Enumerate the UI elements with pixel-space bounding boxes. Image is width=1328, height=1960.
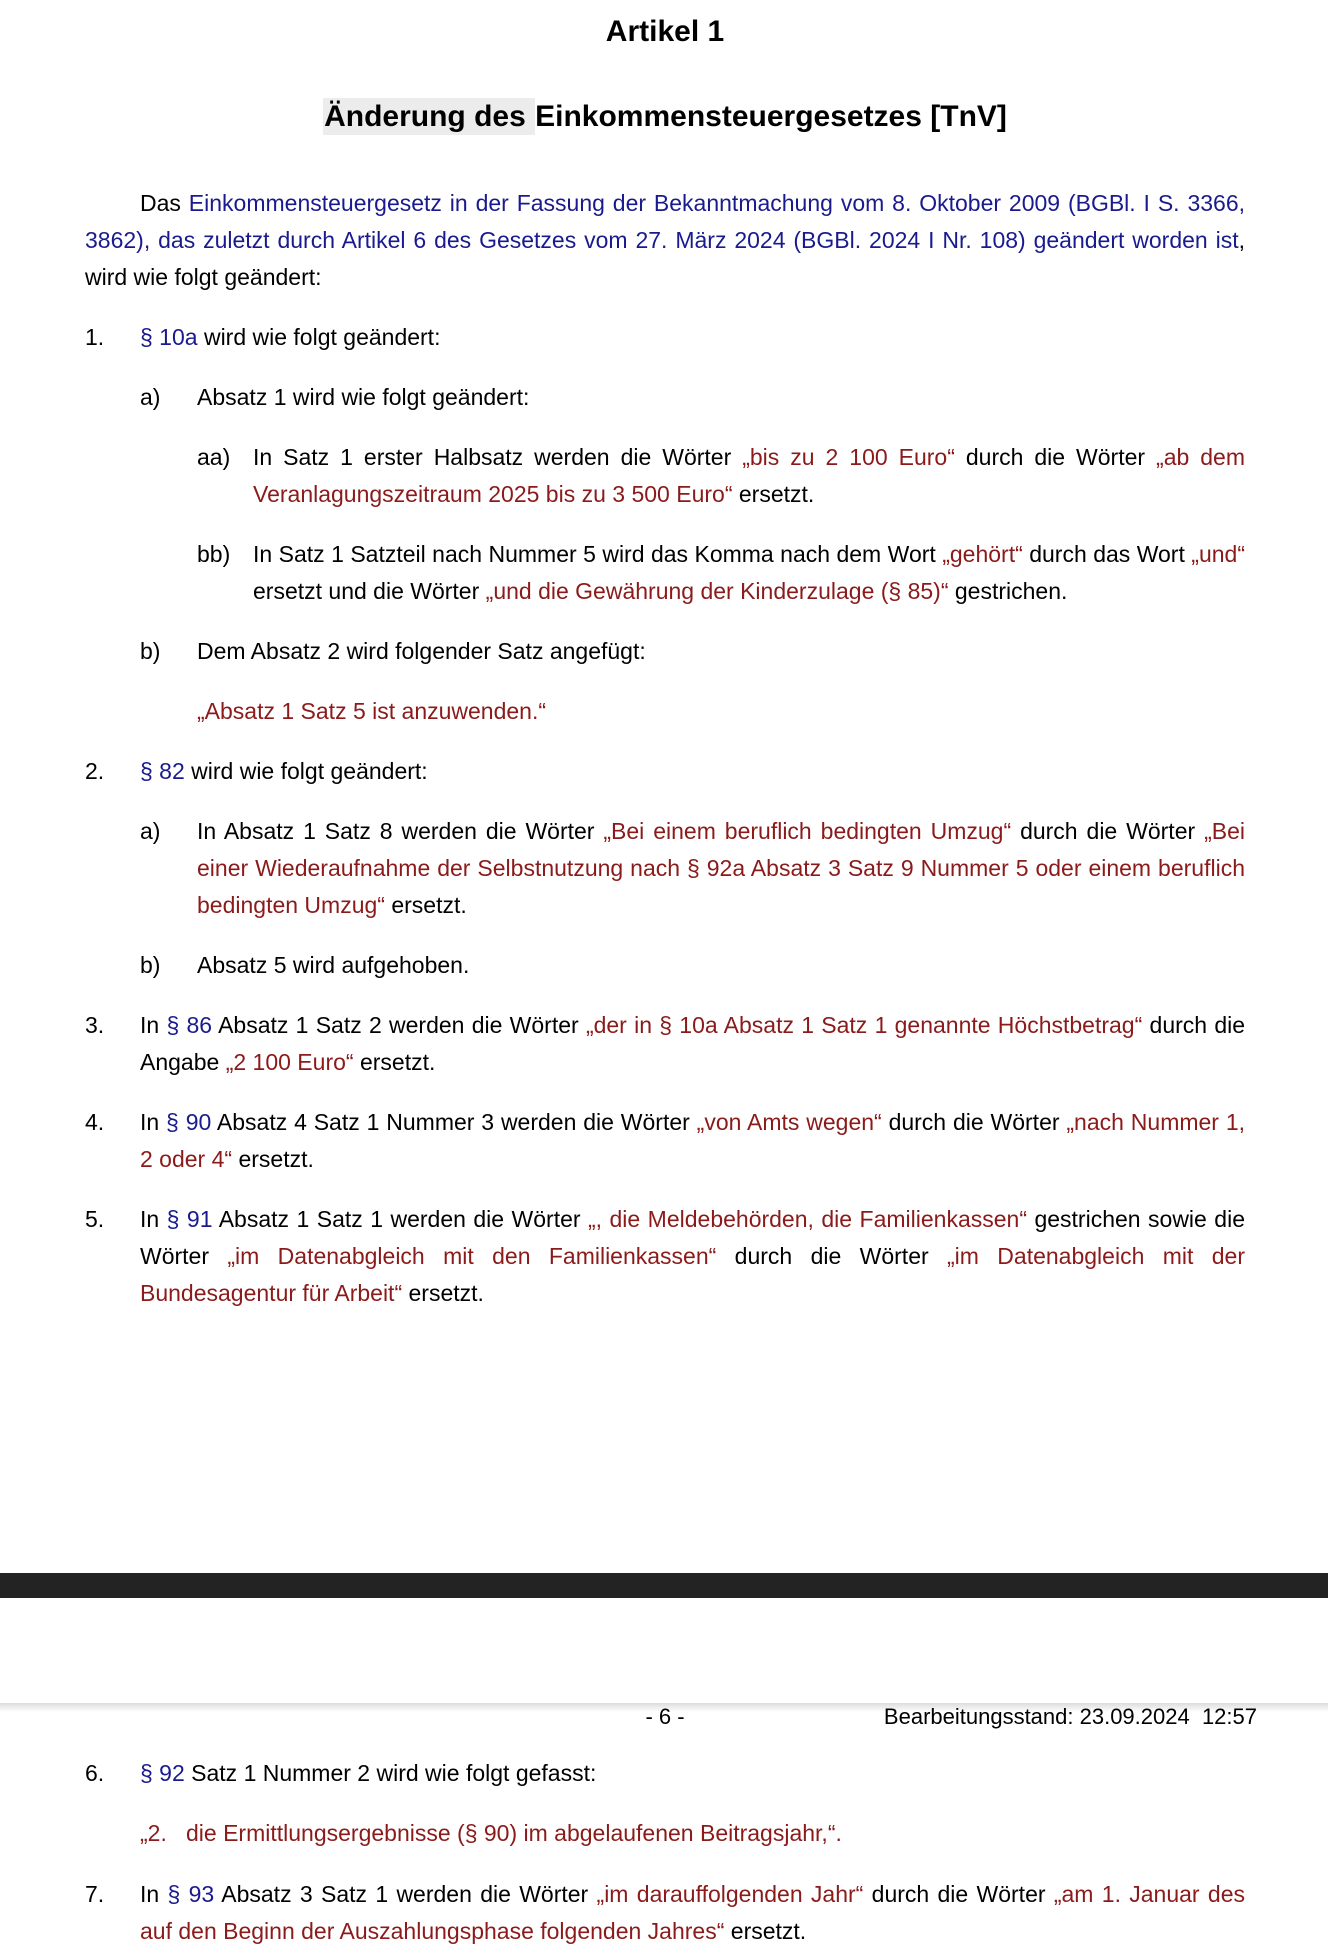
list-item-1b-number: b) xyxy=(140,638,161,664)
list-item-3 xyxy=(85,1007,1245,1081)
list-item-1a-text: Absatz 1 wird wie folgt geändert: xyxy=(197,384,530,410)
list-item-2b-number: b) xyxy=(140,952,161,978)
list-item-2 xyxy=(85,753,1245,790)
list-item-1-number: 1. xyxy=(85,324,105,350)
list-item-2b xyxy=(140,947,1245,984)
list-item-5 xyxy=(85,1201,1245,1312)
list-item-2-text: § 82 wird wie folgt geändert: xyxy=(140,758,428,784)
list-item-2-number: 2. xyxy=(85,758,105,784)
list-item-4-text: In § 90 Absatz 4 Satz 1 Nummer 3 werden die Wörter „von Amts wegen“ durch die Wörter „nach Nummer 1, 2 oder 4“ ersetzt. xyxy=(140,1109,1246,1172)
list-item-6-text: § 92 Satz 1 Nummer 2 wird wie folgt gefasst: xyxy=(140,1760,597,1786)
quote-6: „2. die Ermittlungsergebnisse (§ 90) im abgelaufenen Beitragsjahr,“. xyxy=(140,1820,842,1846)
list-item-5-number: 5. xyxy=(85,1206,105,1232)
page-6 xyxy=(0,1703,1328,1960)
list-item-6-number: 6. xyxy=(85,1760,105,1786)
list-item-4 xyxy=(85,1104,1245,1178)
list-item-4-number: 4. xyxy=(85,1109,105,1135)
quote-1b: „Absatz 1 Satz 5 ist anzuwenden.“ xyxy=(197,698,547,724)
revision-status: Bearbeitungsstand: 23.09.2024 12:57 xyxy=(883,1704,1257,1729)
page-break-bar xyxy=(0,1573,1328,1598)
list-item-1-text: § 10a wird wie folgt geändert: xyxy=(140,324,441,350)
article-heading: Artikel 1 xyxy=(605,15,725,48)
list-item-1a-aa-text: In Satz 1 erster Halbsatz werden die Wörter „bis zu 2 100 Euro“ durch die Wörter „ab dem Veranlagungszeitraum 2025 bis zu 3 500 Euro“ ersetzt. xyxy=(253,444,1245,507)
list-item-2b-text: Absatz 5 wird aufgehoben. xyxy=(197,952,470,978)
list-item-7-text: In § 93 Absatz 3 Satz 1 werden die Wörter „im darauffolgenden Jahr“ durch die Wörter „am 1. Januar des auf den Beginn der Auszahlungsphase folgenden Jahres“ ersetzt. xyxy=(140,1881,1245,1944)
list-item-3-text: In § 86 Absatz 1 Satz 2 werden die Wörter „der in § 10a Absatz 1 Satz 1 genannte Höchstbetrag“ durch die Angabe „2 100 Euro“ ersetzt. xyxy=(140,1012,1246,1075)
list-item-1a-bb-number: bb) xyxy=(197,541,231,567)
page-header-row xyxy=(85,1703,1257,1731)
list-item-6 xyxy=(85,1755,1245,1792)
list-item-2a xyxy=(140,813,1245,924)
page-number: - 6 - xyxy=(645,1704,685,1729)
list-item-1a xyxy=(140,379,1245,416)
list-item-7-number: 7. xyxy=(85,1881,105,1907)
list-item-1a-bb xyxy=(197,536,1245,610)
subtitle-highlighted-text: Änderung des xyxy=(324,100,535,133)
list-item-1a-bb-text: In Satz 1 Satzteil nach Nummer 5 wird das Komma nach dem Wort „gehört“ durch das Wort „und“ ersetzt und die Wörter „und die Gewährung der Kinderzulage (§ 85)“ gestrichen. xyxy=(253,541,1245,604)
list-item-3-number: 3. xyxy=(85,1012,105,1038)
list-item-2a-text: In Absatz 1 Satz 8 werden die Wörter „Bei einem beruflich bedingten Umzug“ durch die Wörter „Bei einer Wiederaufnahme der Selbstnutzung nach § 92a Absatz 3 Satz 9 Nummer 5 oder einem beruflich bedingten Umzug“ ersetzt. xyxy=(197,818,1245,918)
list-item-1b xyxy=(140,633,1245,670)
article-subtitle xyxy=(85,98,1245,135)
list-item-7 xyxy=(85,1876,1245,1950)
list-item-1a-aa xyxy=(197,439,1245,513)
intro-paragraph: Das Einkommensteuergesetz in der Fassung der Bekanntmachung vom 8. Oktober 2009 (BGBl. I S. 3366, 3862), das zuletzt durch Artikel 6 des Gesetzes vom 27. März 2024 (BGBl. 2024 I Nr. 108) geändert worden ist, wird wie folgt geändert: xyxy=(85,190,1245,290)
list-item-1 xyxy=(85,319,1245,356)
list-item-1a-number: a) xyxy=(140,384,161,410)
list-item-1a-aa-number: aa) xyxy=(197,444,231,470)
list-item-2a-number: a) xyxy=(140,818,161,844)
list-item-5-text: In § 91 Absatz 1 Satz 1 werden die Wörter „, die Meldebehörden, die Familienkassen“ gestrichen sowie die Wörter „im Datenabgleich mit den Familienkassen“ durch die Wörter „im Datenabgleich mit der Bundesagentur für Arbeit“ ersetzt. xyxy=(140,1206,1245,1306)
list-item-1b-text: Dem Absatz 2 wird folgender Satz angefügt: xyxy=(197,638,646,664)
subtitle-text: Einkommensteuergesetzes [TnV] xyxy=(535,100,1007,133)
